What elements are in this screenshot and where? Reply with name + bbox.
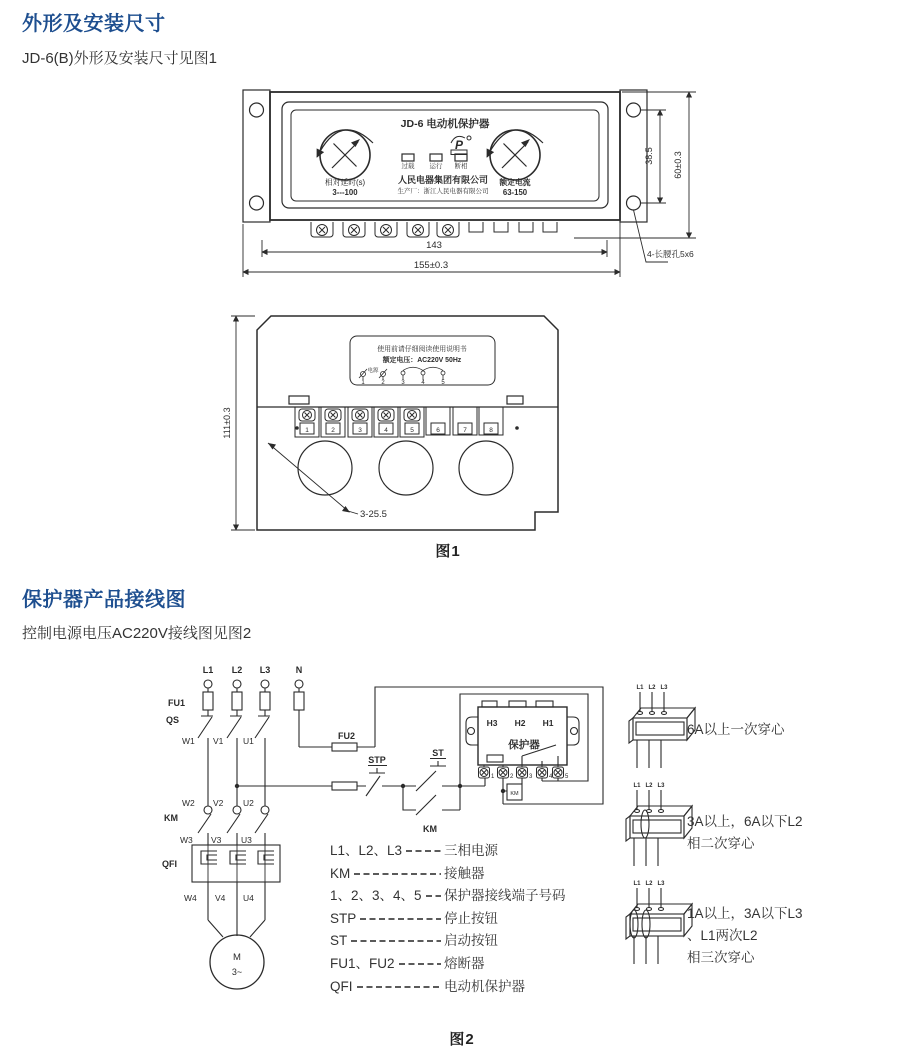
conn-wire-label: L2: [648, 685, 656, 691]
neutral-label: N: [295, 665, 303, 675]
legend-leader: [357, 986, 442, 988]
contactor-km-label: KM: [164, 813, 178, 823]
plate-pin-number: 1: [361, 380, 365, 386]
legend-row: [330, 955, 636, 973]
legend-desc: 停止按钮: [444, 910, 498, 926]
terminal-number: 7: [463, 427, 467, 434]
phase-label-l1: L1: [202, 665, 214, 675]
phase-label-l3: L3: [259, 665, 271, 675]
caption-line: 1A以上，3A以下L3: [687, 906, 803, 921]
slot-note: 4-长腰孔5x6: [647, 249, 694, 259]
legend-row: [330, 910, 636, 928]
figure1-dimension-drawing: [220, 85, 720, 555]
plate-power-label: 电源: [367, 368, 379, 374]
legend-term: FU1、FU2: [330, 955, 395, 971]
legend-row: [330, 887, 636, 905]
conn-wire-label: L1: [633, 783, 641, 789]
legend-term: ST: [330, 933, 348, 949]
delay-knob: [317, 130, 373, 180]
logo-letter: P: [454, 138, 464, 152]
legend-desc: 接触器: [444, 865, 485, 881]
plate-pin-number: 4: [421, 380, 425, 386]
terminal-number: 1: [305, 427, 309, 434]
motor-phase: 3~: [231, 967, 243, 977]
terminal-number: 8: [489, 427, 493, 434]
dimension-body-height: [231, 316, 255, 530]
legend-row: [330, 865, 636, 883]
km-hold-label: KM: [423, 824, 437, 834]
qfi-label: QFI: [162, 859, 177, 869]
people-logo-icon: [451, 136, 471, 155]
wire-label-u1: U1: [243, 736, 254, 746]
conn-wire-label: L2: [645, 881, 653, 887]
dim-total-width: 155±0.3: [413, 260, 449, 271]
knob-rotation-arc: [487, 130, 543, 157]
km-coil-label: KM: [510, 791, 519, 797]
internal-bridge: [487, 755, 503, 762]
legend-desc: 保护器接线端子号码: [444, 888, 566, 904]
plate-pin-number: 2: [381, 380, 385, 386]
protector-h2: H2: [514, 718, 526, 728]
knob-right-range: 63-150: [502, 188, 528, 197]
terminal-row: [295, 407, 503, 437]
legend-desc: 电动机保护器: [444, 978, 525, 994]
terminal-number: 2: [331, 427, 335, 434]
legend-leader: [351, 940, 441, 942]
protector-terminal-number: 5: [565, 774, 569, 780]
legend-desc: 启动按钮: [444, 933, 498, 949]
caption-line: 相三次穿心: [687, 949, 755, 965]
mounting-hole: [627, 196, 641, 210]
protector-terminal-number: 3: [529, 774, 533, 780]
protector-terminal-number: 2: [510, 774, 514, 780]
mounting-hole: [627, 103, 641, 117]
knob-right-label: 额定电流: [499, 178, 531, 187]
protector-terminal-number: 4: [549, 774, 553, 780]
wire-label-w1: W1: [182, 736, 195, 746]
connector-caption-1: [687, 719, 785, 741]
mounting-hole: [250, 196, 264, 210]
dim-mount-width: 143: [426, 240, 442, 251]
led-overload: [402, 154, 414, 161]
wire-label-w3: W3: [180, 835, 193, 845]
legend-term: QFI: [330, 978, 353, 994]
connector-caption-3: [687, 903, 803, 968]
section1-subtitle: JD-6(B)外形及安装尺寸见图1: [22, 50, 218, 67]
instruction-plate: [350, 336, 495, 386]
legend-term: KM: [330, 865, 351, 881]
cable-hole: [379, 441, 433, 495]
wire-label-v2: V2: [213, 798, 224, 808]
plate-pin-number: 3: [401, 380, 405, 386]
contactor-km-contacts: [198, 814, 268, 845]
plate-pin-number: 5: [441, 380, 445, 386]
manufacturer-name: 生产厂：浙江人民电器有限公司: [397, 188, 489, 195]
switch-qs: [198, 716, 270, 806]
knob-left-range: 3---100: [332, 188, 358, 197]
fuse-fu2: [332, 743, 357, 751]
legend-leader: [399, 963, 441, 965]
dim-body-height: 111±0.3: [222, 407, 232, 439]
figure1-front-view: [243, 90, 647, 237]
conn-wire-label: L3: [657, 783, 665, 789]
legend-desc: 三相电源: [444, 843, 498, 858]
supply-terminal-l3: [261, 680, 269, 688]
wire-label-u3: U3: [241, 835, 252, 845]
figure1-caption: 图1: [435, 543, 461, 560]
connector-caption-2: [687, 811, 803, 855]
legend-leader: [360, 918, 441, 920]
legend-leader: [426, 895, 441, 897]
legend-row: [330, 932, 636, 950]
wire-loop: [641, 810, 649, 838]
legend-leader: [406, 850, 441, 852]
qfi-box: [192, 845, 280, 882]
wire-to-terminal1: [460, 778, 485, 786]
switch-qs-label: QS: [166, 715, 180, 725]
legend-leader: [354, 873, 441, 875]
fuse-fu2-label: FU2: [338, 731, 356, 741]
led-label: 过载: [401, 163, 415, 170]
led-run: [430, 154, 442, 161]
caption-line: 、L1两次L2: [687, 927, 758, 943]
terminal-number: 5: [410, 427, 414, 434]
plate-rating: 额定电压：AC220V 50Hz: [382, 357, 462, 364]
terminal-number: 4: [384, 427, 388, 434]
mounting-flange-left: [243, 90, 270, 222]
current-knob: [487, 130, 543, 180]
terminal-number: 6: [436, 427, 440, 434]
cable-hole: [298, 441, 352, 495]
caption-line: 相二次穿心: [687, 835, 755, 851]
wire-label-u4: U4: [243, 893, 254, 903]
section1-heading: 外形及安装尺寸: [22, 13, 166, 35]
section2-heading: 保护器产品接线图: [22, 589, 186, 611]
wire-label-v1: V1: [213, 736, 224, 746]
supply-terminal-n: [295, 680, 303, 688]
conn-wire-label: L3: [660, 685, 668, 691]
section2-subtitle: 控制电源电压AC220V接线图见图2: [22, 625, 252, 642]
company-name: 人民电器集团有限公司: [397, 175, 489, 185]
legend-term: STP: [330, 910, 357, 926]
protector-box: [466, 701, 579, 765]
protector-terminal-number: 1: [491, 774, 495, 780]
legend-row: [330, 842, 636, 860]
led-label: 运行: [429, 163, 443, 170]
wire-label-w2: W2: [182, 798, 195, 808]
conn-wire-label: L2: [645, 783, 653, 789]
start-button-label: ST: [432, 748, 444, 758]
wiring-legend: [330, 842, 636, 1000]
dim-hole-spacing: 38.5: [644, 147, 654, 165]
knob-left-label: 相对延时(s): [324, 178, 366, 187]
stop-button-label: STP: [368, 755, 386, 765]
protector-h1: H1: [542, 718, 554, 728]
start-button-st: [403, 759, 460, 792]
control-fuse: [332, 782, 357, 790]
protector-h3: H3: [486, 718, 498, 728]
figure1-bottom-view: [257, 316, 558, 530]
km-hold-contact: [403, 786, 460, 815]
motor-label: M: [233, 952, 241, 963]
dim-hole-note: 3-25.5: [360, 509, 387, 520]
legend-row: [330, 978, 636, 996]
wire-label-v3: V3: [211, 835, 222, 845]
mounting-tab: [289, 396, 309, 404]
conn-wire-label: L3: [657, 881, 665, 887]
wire-label-u2: U2: [243, 798, 254, 808]
conn-wire-label: L1: [633, 881, 641, 887]
legend-term: L1、L2、L3: [330, 843, 403, 858]
cable-hole: [459, 441, 513, 495]
hole-note-leader: [268, 443, 358, 514]
protector-name: 保护器: [508, 739, 540, 751]
legend-desc: 熔断器: [444, 955, 485, 971]
wire-label-v4: V4: [215, 893, 226, 903]
knob-rotation-arc: [317, 130, 373, 157]
supply-terminal-l2: [233, 680, 241, 688]
mounting-tab: [507, 396, 523, 404]
led-label: 断相: [454, 163, 468, 170]
phase-label-l2: L2: [231, 665, 243, 675]
led-phase-loss: [455, 154, 467, 161]
legend-term: 1、2、3、4、5: [330, 888, 422, 904]
caption-line: 3A以上，6A以下L2: [687, 814, 803, 829]
caption-line: 6A以上一次穿心: [687, 722, 785, 737]
supply-terminal-l1: [204, 680, 212, 688]
panel-title: JD-6 电动机保护器: [400, 118, 490, 130]
stop-button-stp: [366, 766, 403, 797]
conn-wire-label: L1: [636, 685, 644, 691]
terminal-strip: [311, 222, 557, 237]
figure2-caption: 图2: [449, 1031, 475, 1048]
dim-height: 60±0.3: [673, 151, 683, 179]
wire-label-w4: W4: [184, 893, 197, 903]
terminal-number: 3: [358, 427, 362, 434]
connector-illustration-1: [629, 685, 695, 768]
plate-notice: 使用前请仔细阅读使用说明书: [377, 346, 467, 353]
mounting-hole: [250, 103, 264, 117]
fuse-fu1-label: FU1: [168, 698, 186, 708]
